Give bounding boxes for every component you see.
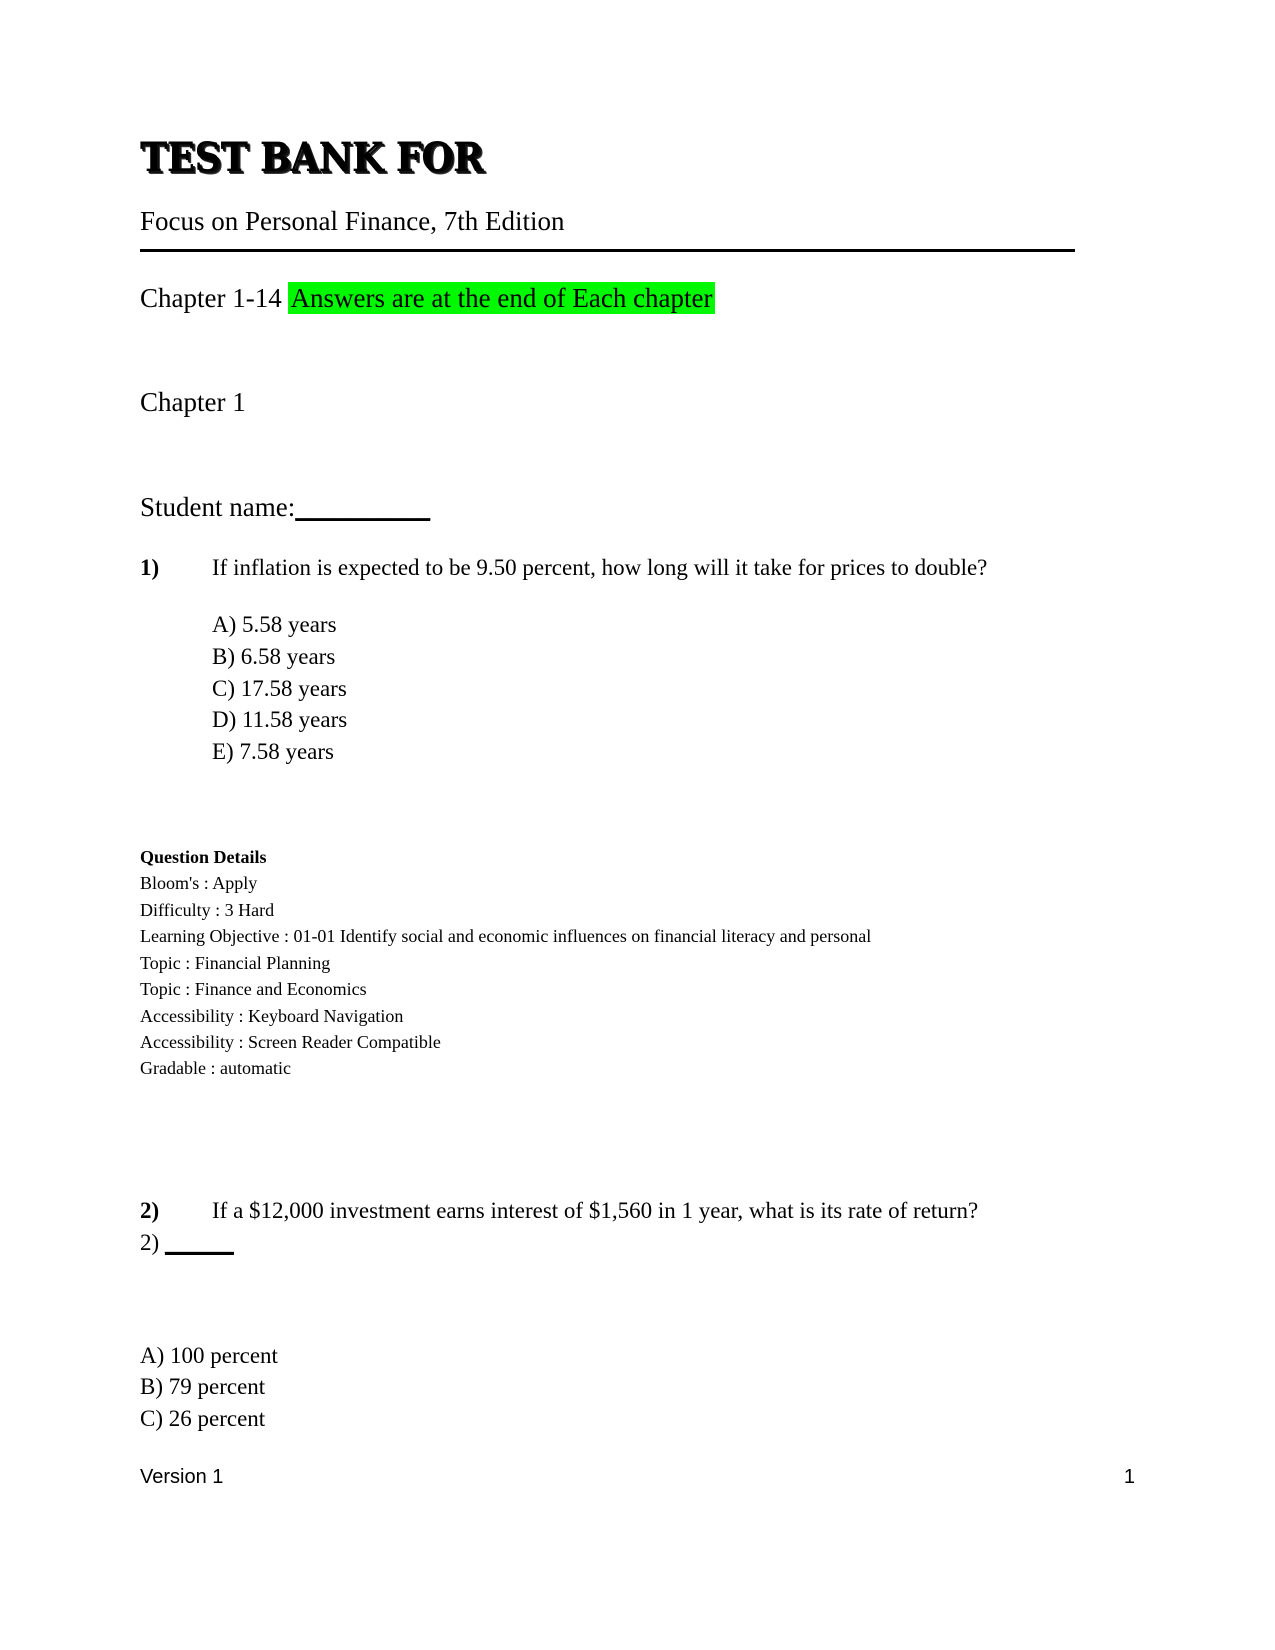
page-footer	[140, 1466, 1135, 1489]
section-spacer	[140, 1082, 1075, 1166]
question-2-answer-blank-line	[140, 1226, 1075, 1258]
student-name-line	[140, 419, 1075, 523]
student-name-field[interactable]: __________	[295, 491, 431, 522]
footer-page-number: 1	[1123, 1466, 1135, 1488]
option-b[interactable]: B) 6.58 years	[212, 643, 336, 669]
detail-blooms: Bloom's : Apply	[140, 873, 258, 894]
question-1-text: If inflation is expected to be 9.50 percent, how long will it take for prices to double?	[212, 555, 988, 581]
question-2-number: 2)	[140, 1197, 160, 1223]
option-b[interactable]: B) 79 percent	[140, 1374, 266, 1400]
question-1	[140, 523, 1075, 583]
detail-topic-financial-planning: Topic : Financial Planning	[140, 952, 331, 973]
question-2-answer-blank-number: 2)	[140, 1229, 160, 1255]
question-2-answer-blank[interactable]: ______	[164, 1229, 234, 1255]
option-e[interactable]: E) 7.58 years	[212, 739, 334, 765]
header-divider	[140, 249, 1075, 252]
detail-gradable: Gradable : automatic	[140, 1058, 291, 1079]
option-d[interactable]: D) 11.58 years	[212, 707, 348, 733]
question-2	[140, 1166, 1075, 1226]
question-1-options	[140, 583, 1075, 768]
footer-version: Version 1	[140, 1466, 224, 1488]
chapter-range	[140, 260, 1075, 314]
document-title: TEST BANK FOR	[140, 134, 484, 181]
chapter-range-prefix: Chapter 1-14	[140, 283, 289, 314]
student-name-label: Student name:	[140, 491, 296, 522]
document-subtitle: Focus on Personal Finance, 7th Edition	[140, 206, 565, 236]
option-a[interactable]: A) 100 percent	[140, 1342, 278, 1368]
option-a[interactable]: A) 5.58 years	[212, 612, 337, 638]
question-details-heading: Question Details	[140, 846, 267, 867]
chapter-label: Chapter 1	[140, 387, 246, 418]
document-content	[140, 0, 1075, 1435]
question-2-spacer	[140, 1258, 1075, 1314]
chapter-range-highlight: Answers are at the end of Each chapter	[290, 283, 713, 314]
detail-difficulty: Difficulty : 3 Hard	[140, 899, 275, 920]
option-c[interactable]: C) 17.58 years	[212, 675, 347, 701]
detail-learning-objective: Learning Objective : 01-01 Identify social and economic influences on financial literacy and personal	[140, 926, 872, 947]
question-2-options	[140, 1314, 1075, 1435]
detail-accessibility-keyboard: Accessibility : Keyboard Navigation	[140, 1005, 404, 1026]
question-1-details	[140, 768, 1075, 1082]
question-2-text: If a $12,000 investment earns interest of $1,560 in 1 year, what is its rate of return?	[212, 1197, 979, 1223]
question-1-number: 1)	[140, 555, 160, 581]
detail-topic-finance-economics: Topic : Finance and Economics	[140, 979, 367, 1000]
detail-accessibility-screen-reader: Accessibility : Screen Reader Compatible	[140, 1031, 441, 1052]
option-c[interactable]: C) 26 percent	[140, 1406, 266, 1432]
